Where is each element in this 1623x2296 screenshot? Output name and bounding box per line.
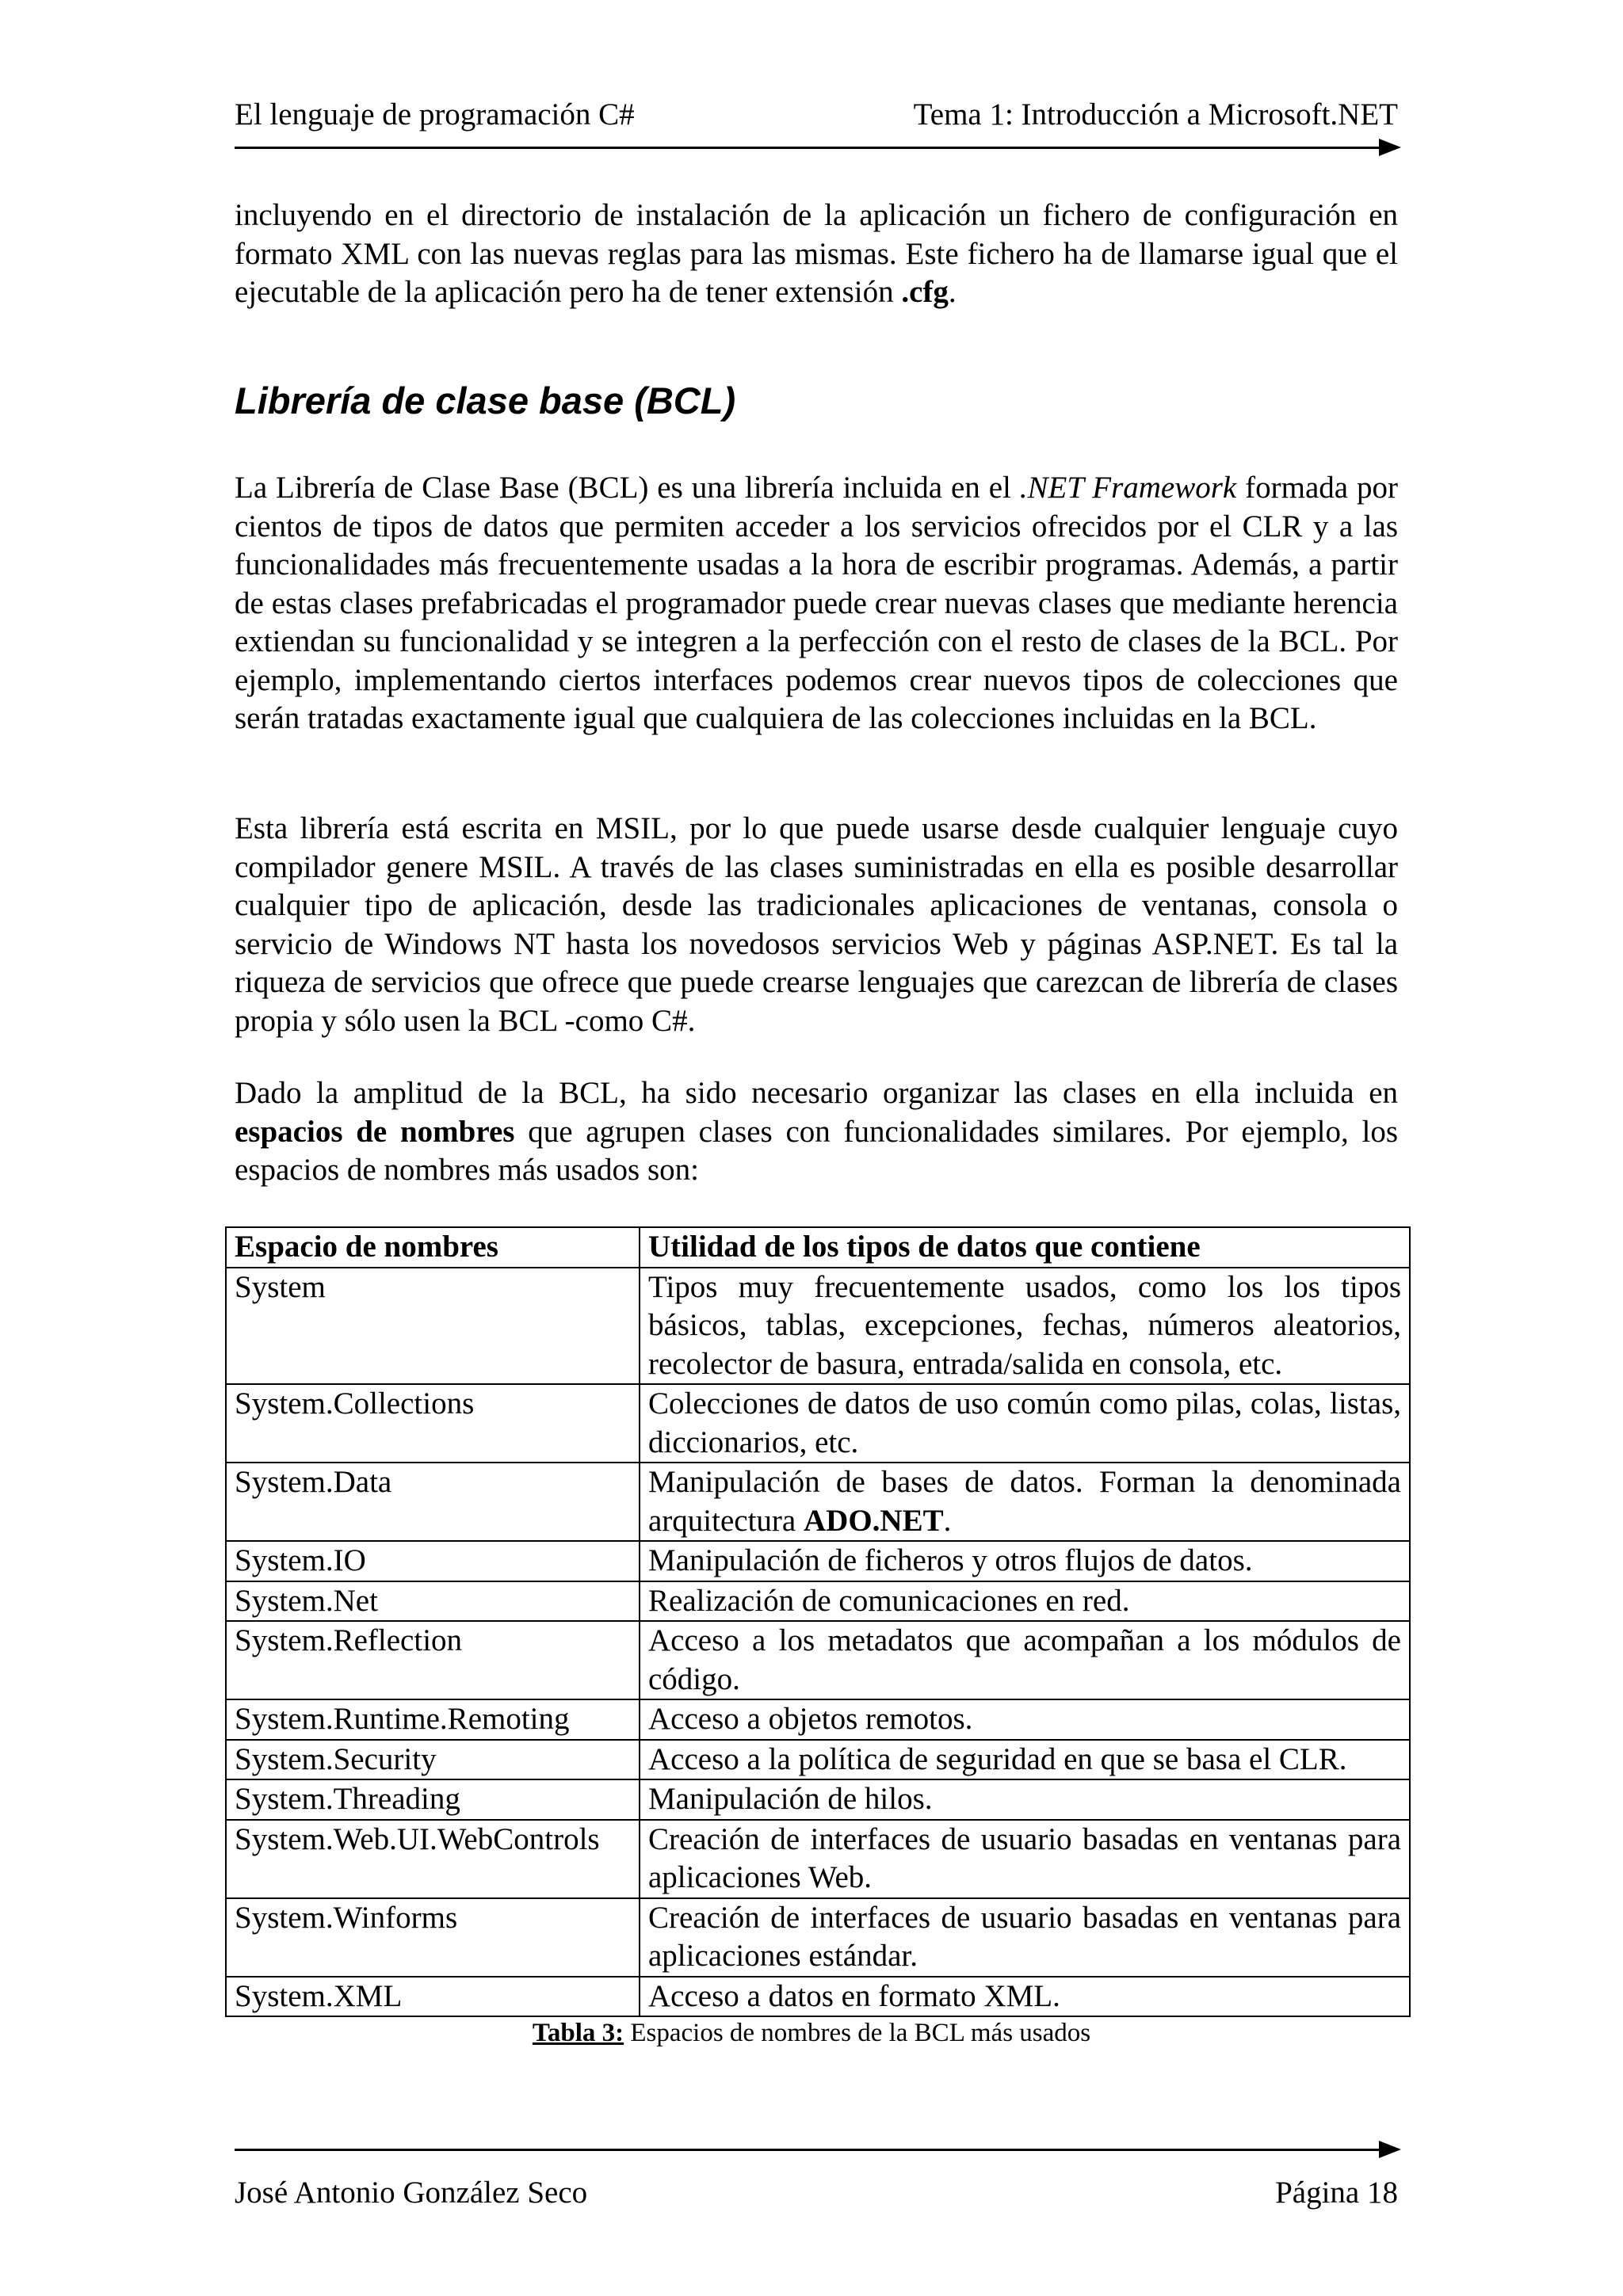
- namespace-cell: System.XML: [226, 1977, 640, 2017]
- table-row: [226, 1779, 1410, 1820]
- table-row: [226, 1699, 1410, 1740]
- utility-cell: Colecciones de datos de uso común como pilas, colas, listas, diccionarios, etc.: [640, 1384, 1410, 1463]
- table-row: [226, 1268, 1410, 1385]
- utility-cell: Realización de comunicaciones en red.: [640, 1581, 1410, 1622]
- column-header-namespace: Espacio de nombres: [226, 1227, 640, 1268]
- namespace-cell: System.Runtime.Remoting: [226, 1699, 640, 1740]
- namespace-cell: System.Data: [226, 1463, 640, 1541]
- bcl-description-paragraph: La Librería de Clase Base (BCL) es una librería incluida en el .NET Framework formada por cientos de tipos de datos que permiten acceder a los servicios ofrecidos por el CLR y a las funcionalidades más frecuentemente usadas a la hora de escribir programas. Además, a partir de estas clases prefabricadas el programador puede crear nuevas clases que mediante herencia extiendan su funcionalidad y se integren a la perfección con el resto de clases de la BCL. Por ejemplo, implementando ciertos interfaces podemos crear nuevos tipos de colecciones que serán tratadas exactamente igual que cualquiera de las colecciones incluidas en la BCL.: [235, 471, 1398, 735]
- page-header: [235, 97, 1398, 141]
- namespaces-paragraph: Dado la amplitud de la BCL, ha sido necesario organizar las clases en ella incluida en espacios de nombres que agrupen clases con funcionalidades similares. Por ejemplo, los espacios de nombres más usados son:: [235, 1076, 1398, 1187]
- namespace-cell: System: [226, 1268, 640, 1385]
- namespace-cell: System.Web.UI.WebControls: [226, 1820, 640, 1898]
- adonet-term: ADO.NET: [803, 1503, 944, 1538]
- msil-paragraph: Esta librería está escrita en MSIL, por lo que puede usarse desde cualquier lenguaje cuyo compilador genere MSIL. A través de las clases suministradas en ella es posible desarrollar cualquier tipo de aplicación, desde las tradicionales aplicaciones de ventanas, consola o servicio de Windows NT hasta los novedosos servicios Web y páginas ASP.NET. Es tal la riqueza de servicios que ofrece que puede crearse lenguajes que carezcan de librería de clases propia y sólo usen la BCL -como C#.: [235, 811, 1398, 1038]
- utility-cell: Creación de interfaces de usuario basadas en ventanas para aplicaciones estándar.: [640, 1898, 1410, 1977]
- table-row: [226, 1740, 1410, 1780]
- header-rule: [235, 147, 1384, 149]
- footer-author: José Antonio González Seco: [235, 2176, 588, 2210]
- header-chapter-title: Tema 1: Introducción a Microsoft.NET: [913, 97, 1398, 132]
- utility-cell: Acceso a la política de seguridad en que se basa el CLR.: [640, 1740, 1410, 1780]
- footer-rule: [235, 2149, 1384, 2151]
- utility-cell: Acceso a los metadatos que acompañan a los módulos de código.: [640, 1621, 1410, 1699]
- namespace-cell: System.Collections: [226, 1384, 640, 1463]
- column-header-utility: Utilidad de los tipos de datos que contiene: [640, 1227, 1410, 1268]
- namespace-cell: System.Threading: [226, 1779, 640, 1820]
- header-book-title: El lenguaje de programación C#: [235, 97, 635, 132]
- namespaces-table: [225, 1226, 1411, 2017]
- utility-cell: Tipos muy frecuentemente usados, como los los tipos básicos, tablas, excepciones, fechas, números aleatorios, recolector de basura, entrada/salida en consola, etc.: [640, 1268, 1410, 1385]
- footer-page-number: Página 18: [1275, 2176, 1398, 2210]
- table-row: [226, 1898, 1410, 1977]
- utility-cell: Manipulación de ficheros y otros flujos de datos.: [640, 1541, 1410, 1581]
- namespace-cell: System.Security: [226, 1740, 640, 1780]
- namespace-cell: System.Reflection: [226, 1621, 640, 1699]
- utility-cell: Manipulación de hilos.: [640, 1779, 1410, 1820]
- caption-label: Tabla 3:: [532, 2019, 624, 2047]
- table-row: [226, 1463, 1410, 1541]
- caption-text: Espacios de nombres de la BCL más usados: [624, 2019, 1091, 2047]
- table-row: [226, 1541, 1410, 1581]
- table-row: [226, 1621, 1410, 1699]
- footer-arrow-icon: [1379, 2141, 1401, 2158]
- table-row: [226, 1384, 1410, 1463]
- namespaces-term: espacios de nombres: [235, 1114, 515, 1149]
- table-row: [226, 1581, 1410, 1622]
- table-caption: [0, 2019, 1623, 2048]
- cfg-extension: .cfg: [901, 275, 949, 309]
- namespace-cell: System.Winforms: [226, 1898, 640, 1977]
- section-heading: Librería de clase base (BCL): [235, 379, 736, 421]
- header-arrow-icon: [1379, 139, 1401, 156]
- utility-cell: Manipulación de bases de datos. Forman la denominada arquitectura ADO.NET.: [640, 1463, 1410, 1541]
- table-row: [226, 1977, 1410, 2017]
- table-row: [226, 1820, 1410, 1898]
- net-framework-term: .NET Framework: [1019, 471, 1237, 505]
- intro-paragraph: incluyendo en el directorio de instalación de la aplicación un fichero de configuración en formato XML con las nuevas reglas para las mismas. Este fichero ha de llamarse igual que el ejecutable de la aplicación pero ha de tener extensión .cfg.: [235, 198, 1398, 309]
- namespace-cell: System.IO: [226, 1541, 640, 1581]
- utility-cell: Acceso a datos en formato XML.: [640, 1977, 1410, 2017]
- utility-cell: Creación de interfaces de usuario basadas en ventanas para aplicaciones Web.: [640, 1820, 1410, 1898]
- namespace-cell: System.Net: [226, 1581, 640, 1622]
- utility-cell: Acceso a objetos remotos.: [640, 1699, 1410, 1740]
- table-header-row: [226, 1227, 1410, 1268]
